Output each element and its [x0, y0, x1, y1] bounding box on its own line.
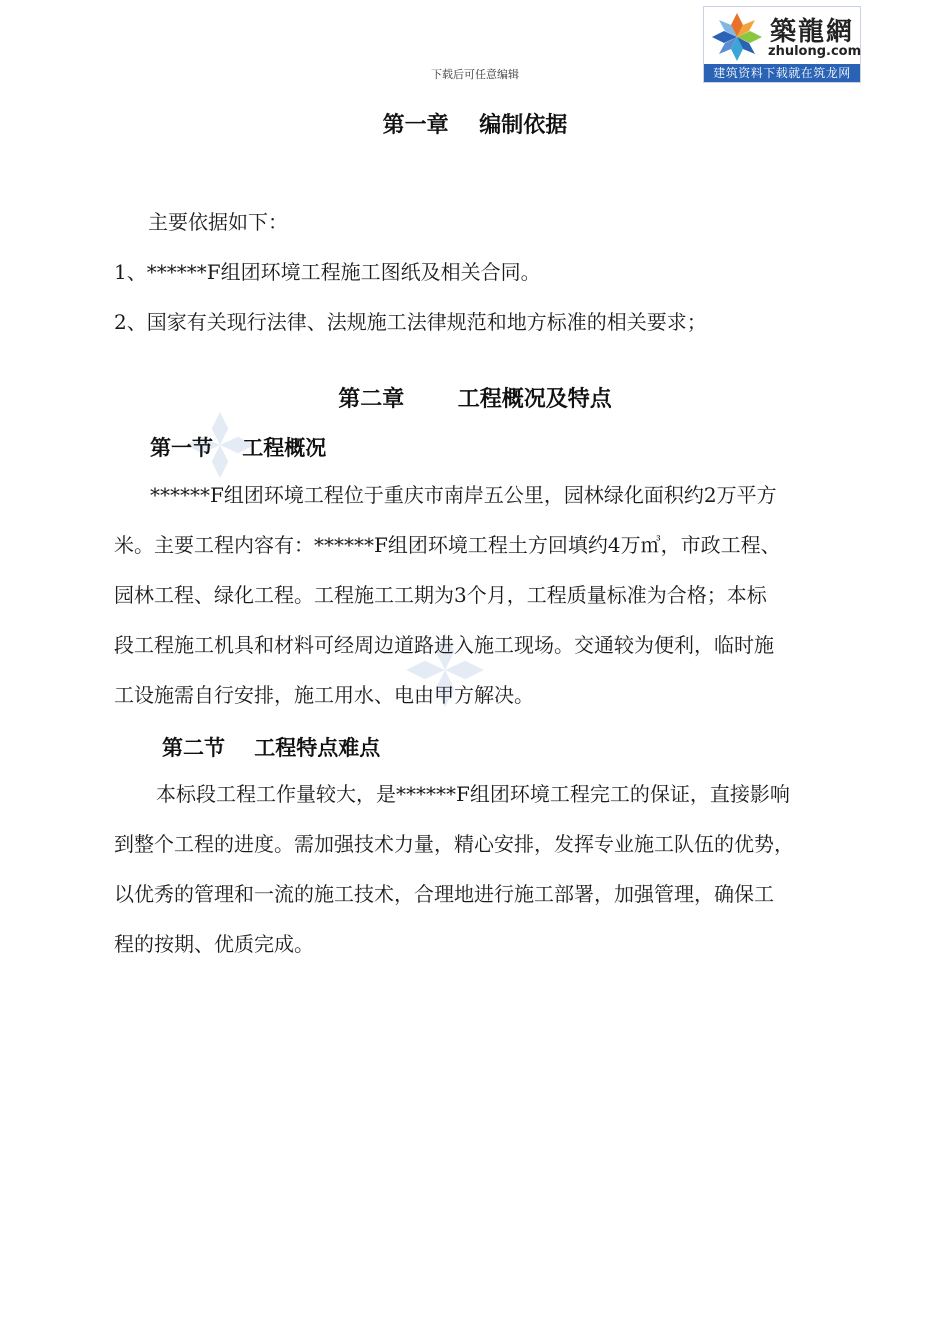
zhulong-logo[interactable]: [703, 6, 861, 83]
logo-url: zhulong.com: [768, 44, 862, 59]
section-1-line-1: ******F组团环境工程位于重庆市南岸五公里，园林绿化面积约2万平方: [150, 483, 777, 507]
section-2-line-1: 本标段工程工作量较大，是******F组团环境工程完工的保证，直接影响: [156, 782, 790, 806]
chapter-1-item-1: 1、******F组团环境工程施工图纸及相关合同。: [114, 260, 541, 284]
chapter-1-title: 第一章 编制依据: [382, 113, 568, 138]
section-1-line-3: 园林工程、绿化工程。工程施工工期为3个月，工程质量标准为合格；本标: [114, 583, 767, 607]
logo-name: 築龍網: [770, 17, 855, 47]
section-2-line-3: 以优秀的管理和一流的施工技术，合理地进行施工部署，加强管理，确保工: [114, 882, 774, 906]
chapter-1-item-2: 2、国家有关现行法律、法规施工法律规范和地方标准的相关要求；: [114, 310, 707, 334]
section-1-title: 第一节 工程概况: [150, 436, 327, 460]
section-1-line-2: 米。主要工程内容有：******F组团环境工程土方回填约4万㎥，市政工程、: [114, 533, 781, 557]
chapter-2-title: 第二章 工程概况及特点: [338, 387, 612, 412]
section-2-title: 第二节 工程特点难点: [162, 736, 381, 760]
header-note: 下载后可任意编辑: [431, 68, 519, 81]
section-2-line-2: 到整个工程的进度。需加强技术力量，精心安排，发挥专业施工队伍的优势，: [114, 832, 794, 856]
section-2-line-4: 程的按期、优质完成。: [114, 932, 314, 956]
section-1-line-4: 段工程施工机具和材料可经周边道路进入施工现场。交通较为便利，临时施: [114, 633, 774, 657]
chapter-1-intro: 主要依据如下：: [148, 210, 288, 234]
section-1-line-5: 工设施需自行安排，施工用水、电由甲方解决。: [114, 683, 534, 707]
zhulong-emblem-icon: [708, 11, 766, 63]
logo-slogan: 建筑资料下载就在筑龙网: [704, 64, 860, 82]
